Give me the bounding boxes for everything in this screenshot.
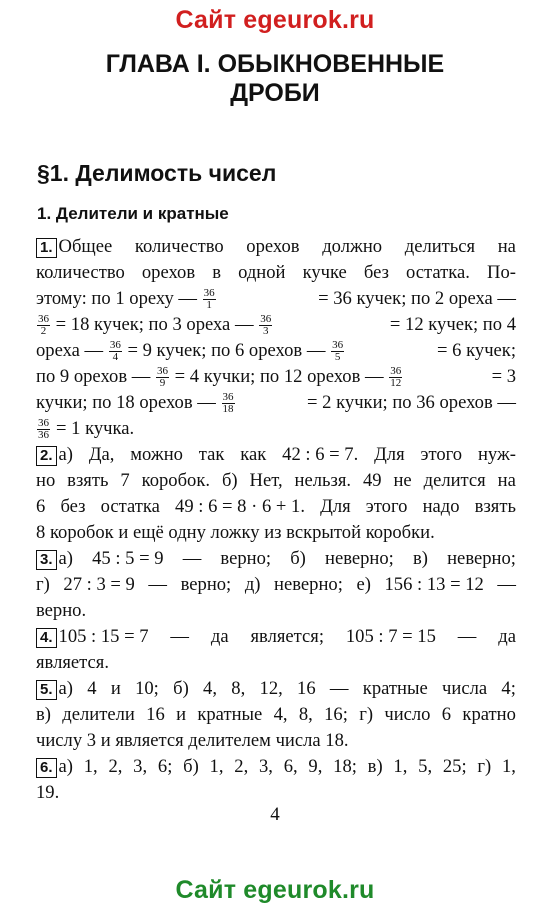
word: орехов xyxy=(141,262,196,283)
word: нельзя. xyxy=(294,470,352,491)
word: в) xyxy=(367,756,383,777)
word: 5, xyxy=(418,756,433,777)
word: 105 : 7 = 15 xyxy=(345,626,436,647)
site-watermark-bottom: Сайт egeurok.ru xyxy=(175,876,375,904)
word: коробок. xyxy=(141,470,211,491)
text: = 6 кучек; xyxy=(437,340,516,361)
word: этого xyxy=(420,444,463,465)
fraction: $\frac{36}{36}$ xyxy=(38,416,49,441)
word: можно xyxy=(130,444,183,465)
first-word: а) xyxy=(58,678,73,699)
word: и xyxy=(110,678,121,699)
first-word: а) xyxy=(58,756,73,777)
word: количество xyxy=(36,262,125,283)
p2-line-4 xyxy=(36,520,516,546)
word: на xyxy=(497,236,516,257)
word: в) xyxy=(412,548,428,569)
word: кучке xyxy=(302,262,347,283)
text: по 9 орехов — xyxy=(36,366,151,387)
text: = 2 кучки; по 36 орехов — xyxy=(307,392,516,413)
word: 16; xyxy=(324,704,348,725)
p1-line-7 xyxy=(36,390,516,416)
problem-number-box: 5. xyxy=(36,680,57,700)
word: 42 : 6 = 7. xyxy=(282,444,359,465)
word: 49 xyxy=(362,470,382,491)
word: не xyxy=(393,470,412,491)
word: 3, xyxy=(133,756,148,777)
text: = 12 кучек; по 4 xyxy=(389,314,516,335)
first-word: а) xyxy=(58,444,73,465)
word: 49 : 6 = 8 · 6 + 1. xyxy=(175,496,305,517)
word: нуж- xyxy=(477,444,516,465)
word: По- xyxy=(487,262,516,283)
text: является. xyxy=(36,652,109,673)
word: 12, xyxy=(259,678,283,699)
chapter-title-line-1: ГЛАВА I. ОБЫКНОВЕННЫЕ xyxy=(105,50,445,78)
word: 16 xyxy=(146,704,165,725)
p5-line-1 xyxy=(36,676,516,702)
text: 19. xyxy=(36,782,60,803)
word: 8, xyxy=(298,704,313,725)
page-number: 4 xyxy=(270,804,280,825)
word: без xyxy=(363,262,389,283)
word: неверно; xyxy=(274,574,343,595)
fraction: $\frac{36}{12}$ xyxy=(390,365,402,390)
word: должно xyxy=(322,236,383,257)
word: взять xyxy=(67,470,109,491)
chapter-title-line-2: ДРОБИ xyxy=(230,79,320,107)
section-title: §1. Делимость чисел xyxy=(37,160,277,186)
word: надо xyxy=(422,496,460,517)
word: остатка. xyxy=(406,262,470,283)
word: 1, xyxy=(83,756,98,777)
p1-line-6 xyxy=(36,364,516,390)
word: 3, xyxy=(258,756,273,777)
problem-number-box: 2. xyxy=(36,446,57,466)
p3-line-2 xyxy=(36,572,516,598)
word: делители xyxy=(62,704,135,725)
solutions-body xyxy=(36,234,516,806)
word: б) xyxy=(173,678,189,699)
word: 6 xyxy=(36,496,46,517)
word: 6; xyxy=(157,756,173,777)
word: но xyxy=(36,470,56,491)
word: 4; xyxy=(501,678,516,699)
word: одной xyxy=(238,262,286,283)
word: Да, xyxy=(88,444,115,465)
word: 1, xyxy=(209,756,224,777)
word: 27 : 3 = 9 xyxy=(63,574,135,595)
word: 2, xyxy=(234,756,249,777)
word: взять xyxy=(474,496,516,517)
p1-line-8 xyxy=(36,416,516,442)
word: делится xyxy=(423,470,486,491)
p1-line-3 xyxy=(36,286,516,312)
word: б) xyxy=(290,548,306,569)
site-watermark-top: Сайт egeurok.ru xyxy=(175,6,375,34)
text: = 9 кучек; по 6 орехов — xyxy=(127,340,326,361)
word: 8, xyxy=(231,678,246,699)
text: 8 коробок и ещё одну ложку из вскрытой коробки. xyxy=(36,522,435,543)
word: 4 xyxy=(87,678,97,699)
text: кучки; по 18 орехов — xyxy=(36,392,216,413)
text: = 18 кучек; по 3 ореха — xyxy=(55,314,254,335)
p1-line-5 xyxy=(36,338,516,364)
p4-line-2 xyxy=(36,650,516,676)
word: 4, xyxy=(203,678,217,699)
p1-line-1 xyxy=(36,234,516,260)
word: — xyxy=(457,626,477,647)
word: 1, xyxy=(393,756,408,777)
word: 9, xyxy=(308,756,323,777)
fraction: $\frac{36}{2}$ xyxy=(38,313,49,338)
word: 2, xyxy=(108,756,123,777)
problem-number-box: 6. xyxy=(36,758,57,778)
problem-lead xyxy=(36,234,112,260)
word: — xyxy=(148,574,168,595)
word: как xyxy=(240,444,267,465)
p3-line-3 xyxy=(36,598,516,624)
word: Для xyxy=(320,496,351,517)
word: 10; xyxy=(135,678,159,699)
word: неверно; xyxy=(325,548,394,569)
word: г) xyxy=(36,574,50,595)
p2-line-3 xyxy=(36,494,516,520)
word: является; xyxy=(250,626,324,647)
text: = 1 кучка. xyxy=(56,418,135,439)
fraction: $\frac{36}{3}$ xyxy=(260,313,272,338)
word: количество xyxy=(134,236,224,257)
word: число xyxy=(384,704,431,725)
fraction: $\frac{36}{1}$ xyxy=(203,287,215,312)
text: этому: по 1 ореху — xyxy=(36,288,198,309)
word: 18; xyxy=(333,756,357,777)
word: верно; xyxy=(180,574,232,595)
word: 4, xyxy=(273,704,288,725)
word: д) xyxy=(244,574,261,595)
word: 1, xyxy=(501,756,516,777)
word: да xyxy=(498,626,516,647)
word: кратные xyxy=(362,678,428,699)
word: верно; xyxy=(220,548,272,569)
fraction: $\frac{36}{9}$ xyxy=(157,365,169,390)
text: ореха — xyxy=(36,340,104,361)
word: — xyxy=(182,548,202,569)
text: = 3 xyxy=(491,366,516,387)
word: — xyxy=(170,626,190,647)
word: 45 : 5 = 9 xyxy=(92,548,164,569)
fraction: $\frac{36}{18}$ xyxy=(222,391,234,416)
word: 16 xyxy=(297,678,316,699)
p3-line-1 xyxy=(36,546,516,572)
word: — xyxy=(497,574,516,595)
word: так xyxy=(198,444,225,465)
word: остатка xyxy=(100,496,160,517)
p6-line-1 xyxy=(36,754,516,780)
first-word: Общее xyxy=(58,236,113,257)
text: числу 3 и является делителем числа 18. xyxy=(36,730,349,751)
word: 6 xyxy=(441,704,452,725)
word: да xyxy=(210,626,229,647)
word: г) xyxy=(359,704,374,725)
text: верно. xyxy=(36,600,87,621)
word: е) xyxy=(356,574,371,595)
word: 7 xyxy=(120,470,130,491)
word: 156 : 13 = 12 xyxy=(384,574,484,595)
problem-lead xyxy=(36,624,149,650)
problem-number-box: 4. xyxy=(36,628,57,648)
p2-line-1 xyxy=(36,442,516,468)
word: — xyxy=(329,678,349,699)
word: в) xyxy=(36,704,51,725)
text: = 36 кучек; по 2 ореха — xyxy=(318,288,516,309)
problem-lead xyxy=(36,546,73,572)
p4-line-1 xyxy=(36,624,516,650)
p5-line-2 xyxy=(36,702,516,728)
problem-lead xyxy=(36,442,73,468)
word: кратно xyxy=(462,704,516,725)
p2-line-2 xyxy=(36,468,516,494)
word: и xyxy=(176,704,187,725)
word: б) xyxy=(221,470,238,491)
p1-line-4 xyxy=(36,312,516,338)
text: = 4 кучки; по 12 орехов — xyxy=(174,366,384,387)
word: делиться xyxy=(404,236,476,257)
word: б) xyxy=(183,756,199,777)
problem-number-box: 1. xyxy=(36,238,57,258)
fraction: $\frac{36}{4}$ xyxy=(109,339,121,364)
word: без xyxy=(60,496,86,517)
word: числа xyxy=(442,678,488,699)
fraction: $\frac{36}{5}$ xyxy=(332,339,344,364)
problem-lead xyxy=(36,754,73,780)
p5-line-3 xyxy=(36,728,516,754)
word: Нет, xyxy=(249,470,283,491)
p6-line-2 xyxy=(36,780,516,806)
problem-number-box: 3. xyxy=(36,550,57,570)
word: Для xyxy=(374,444,405,465)
word: 6, xyxy=(283,756,298,777)
word: на xyxy=(497,470,516,491)
word: г) xyxy=(477,756,492,777)
problem-lead xyxy=(36,676,73,702)
p1-line-2 xyxy=(36,260,516,286)
word: орехов xyxy=(246,236,300,257)
chapter-title xyxy=(30,50,520,108)
first-word: 105 : 15 = 7 xyxy=(58,626,149,647)
word: этого xyxy=(365,496,408,517)
word: 25; xyxy=(442,756,467,777)
subsection-title: 1. Делители и кратные xyxy=(37,204,229,223)
word: в xyxy=(212,262,221,283)
first-word: а) xyxy=(58,548,73,569)
word: неверно; xyxy=(447,548,516,569)
word: кратные xyxy=(197,704,263,725)
